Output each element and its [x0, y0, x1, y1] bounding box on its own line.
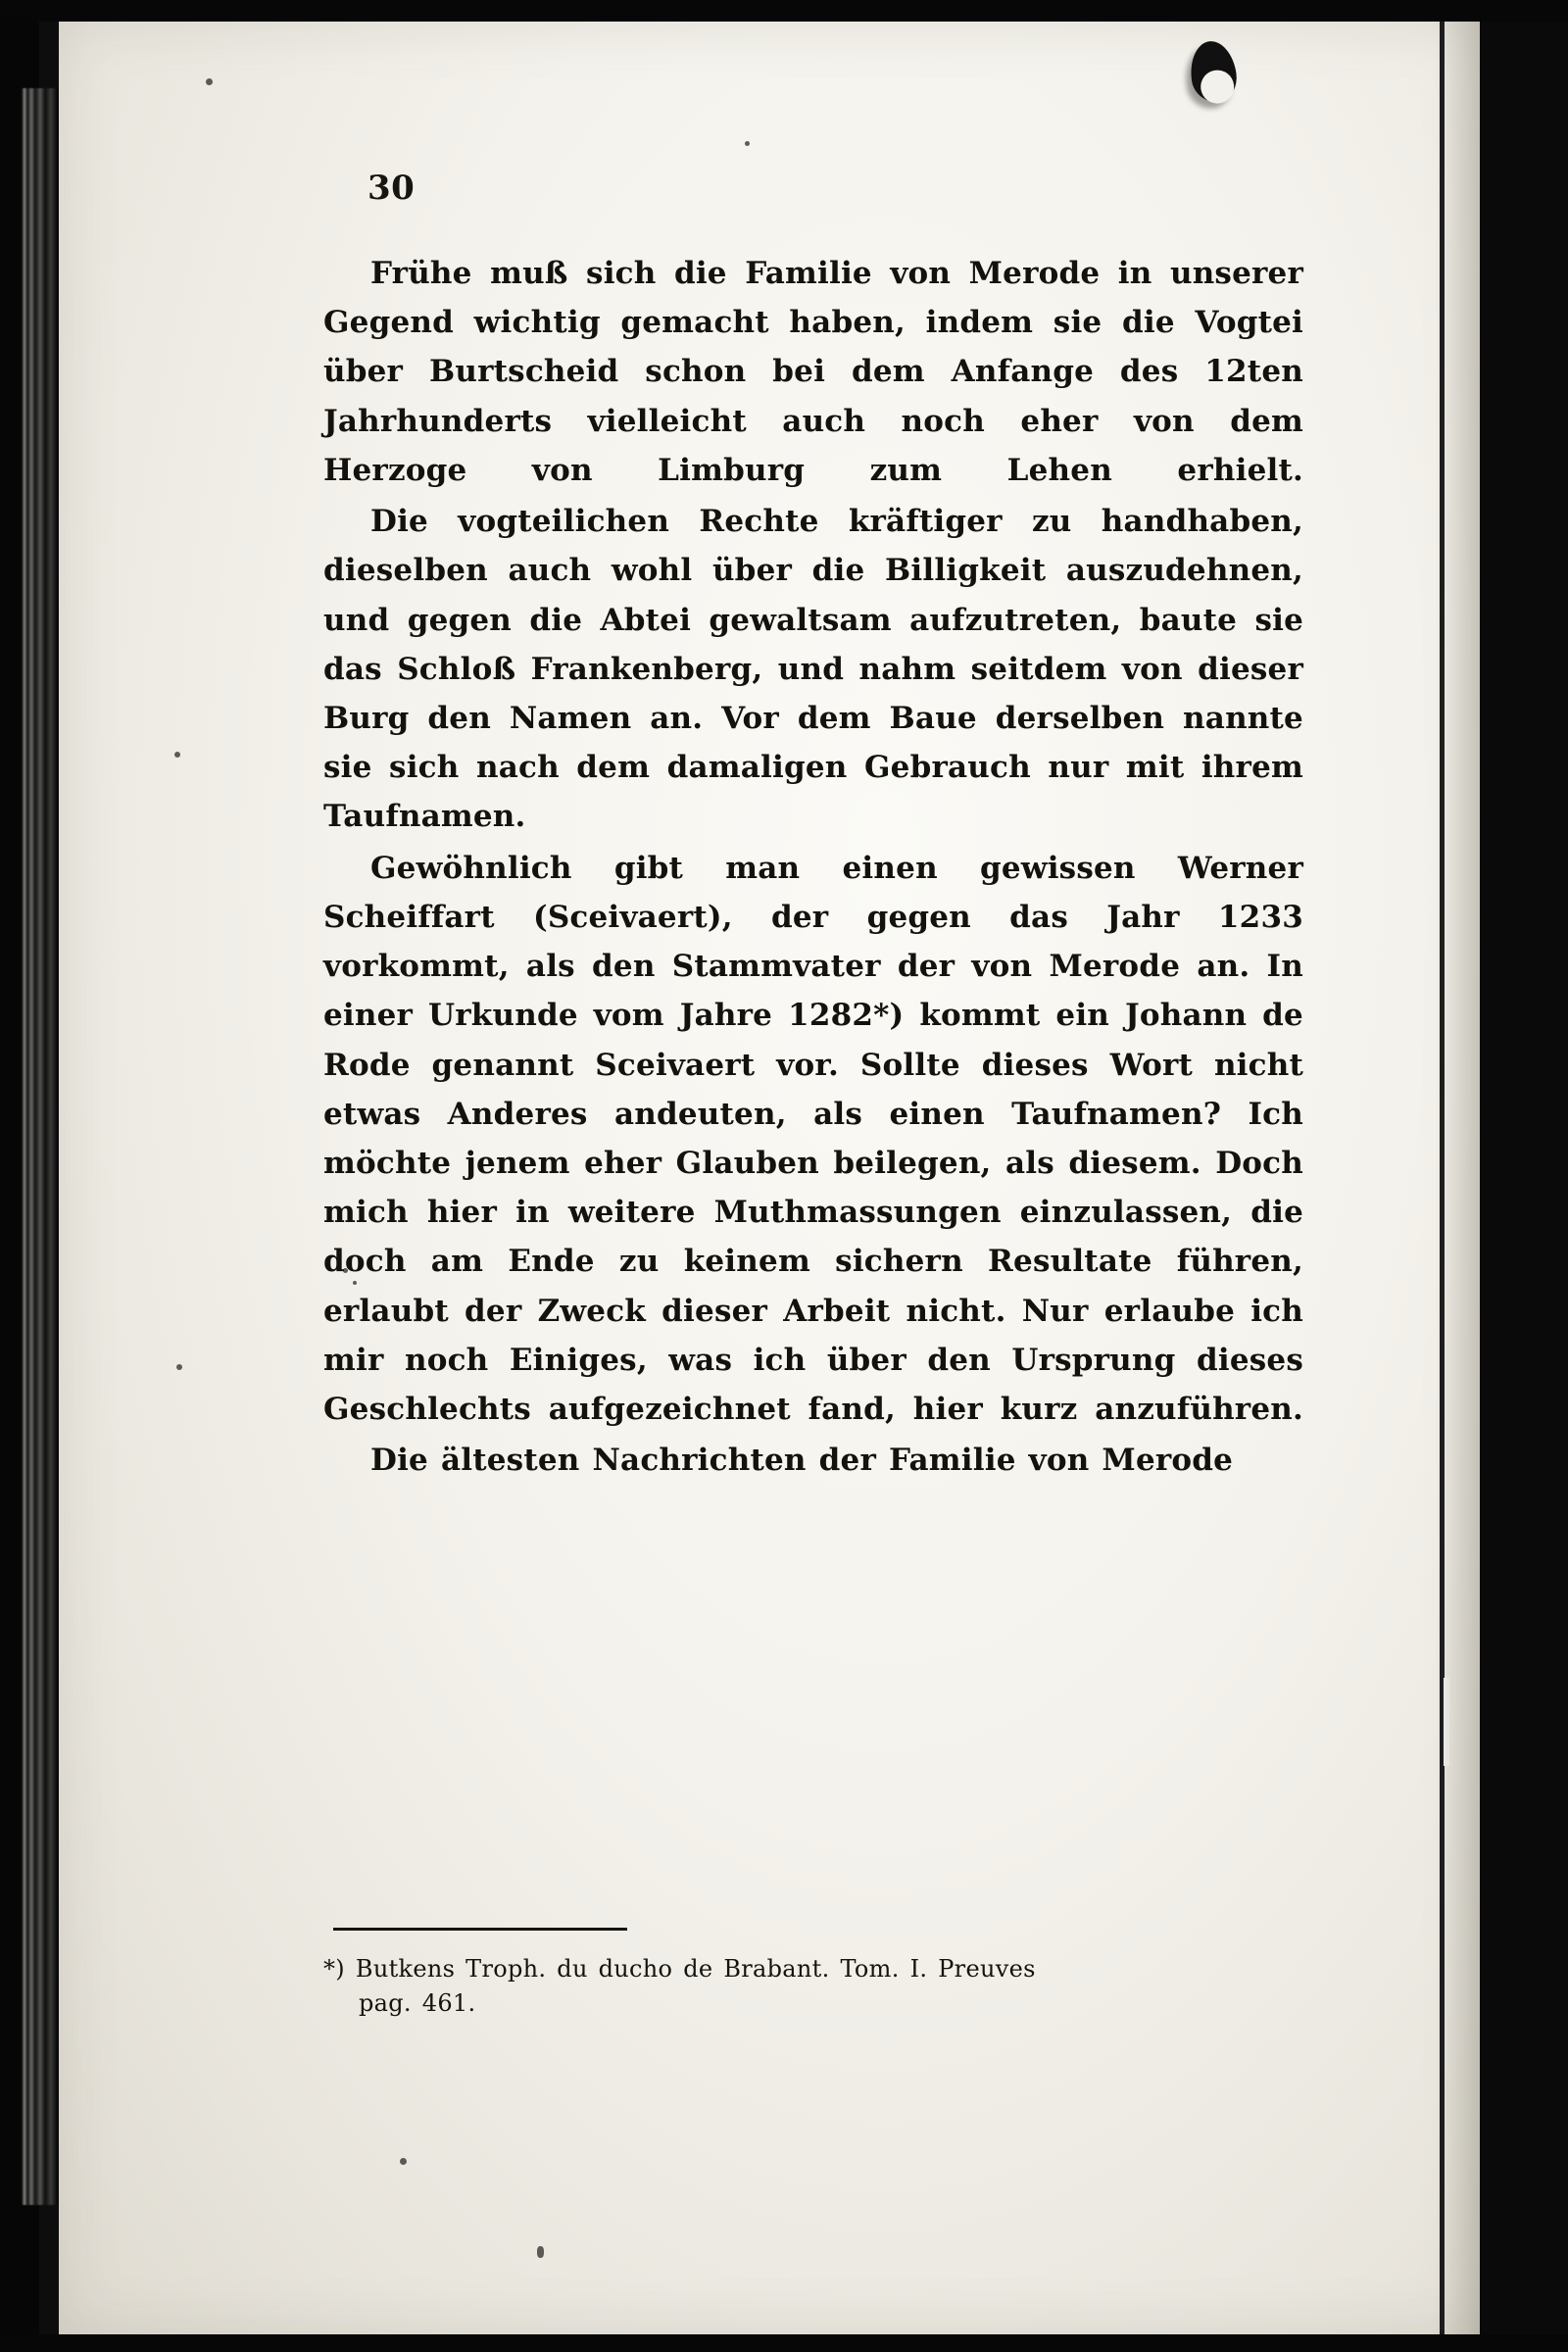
right-page-edge-shadow [1475, 0, 1568, 2352]
scan-speck [537, 2246, 544, 2258]
page-text-block [323, 169, 1303, 1487]
paragraph-2: Die vogteilichen Rechte kräftiger zu handhaben, dieselben auch wohl über die Billigkeit auszudehnen, und gegen die Abtei gewaltsam aufzutreten, baute sie das Schloß Frankenberg, und nahm seitdem von dieser Burg den Namen an. Vor dem Baue derselben nannte sie sich nach dem damaligen Gebrauch nur mit ihrem Taufnamen. [323, 504, 1303, 835]
top-scan-edge [0, 0, 1568, 22]
scan-speck [745, 141, 750, 146]
scan-speck [176, 1364, 182, 1370]
footnote-line-2: pag. 461. [359, 1988, 476, 2017]
page-edge-rule [1440, 22, 1445, 2334]
page-edge-rule-gap [1444, 1678, 1449, 1766]
paragraph-4: Die ältesten Nachrichten der Familie von Merode [370, 1443, 1234, 1479]
book-page [59, 22, 1480, 2334]
page-number: 30 [368, 169, 416, 208]
paragraph-3: Gewöhnlich gibt man einen gewissen Werner Scheiffart (Sceivaert), der gegen das Jahr 1233 vorkommt, als den Stammvater der von Merode an. In einer Urkunde vom Jahre 1282*) kommt ein Johann de Rode genannt Sceivaert vor. Sollte dieses Wort nicht etwas Anderes andeuten, als einen Taufnamen? Ich möchte jenem eher Glauben beilegen, als diesem. Doch mich hier in weitere Muthmassungen einzulassen, die doch am Ende zu keinem sichern Resultate führen, erlaubt der Zweck dieser Arbeit nicht. Nur erlaube ich mir noch Einiges, was ich über den Ursprung dieses Geschlechts aufgezeichnet fand, hier kurz anzuführen. [323, 850, 1303, 1428]
footnote-line-1: *) Butkens Troph. du ducho de Brabant. Tom. I. Preuves [323, 1955, 1036, 1983]
scan-thumb-artifact [1187, 38, 1240, 105]
footnote-separator-rule [333, 1928, 627, 1931]
bottom-scan-edge [0, 2334, 1568, 2352]
scan-speck [174, 752, 180, 758]
footnote-text [323, 1952, 1303, 2021]
scan-speck [206, 78, 213, 85]
footnote-area [323, 1928, 1303, 2021]
paragraph-1: Frühe muß sich die Familie von Merode in unserer Gegend wichtig gemacht haben, indem sie die Vogtei über Burtscheid schon bei dem Anfange des 12ten Jahrhunderts vielleicht auch noch eher von dem Herzoge von Limburg zum Lehen erhielt. [323, 256, 1303, 488]
scan-speck [400, 2158, 407, 2165]
